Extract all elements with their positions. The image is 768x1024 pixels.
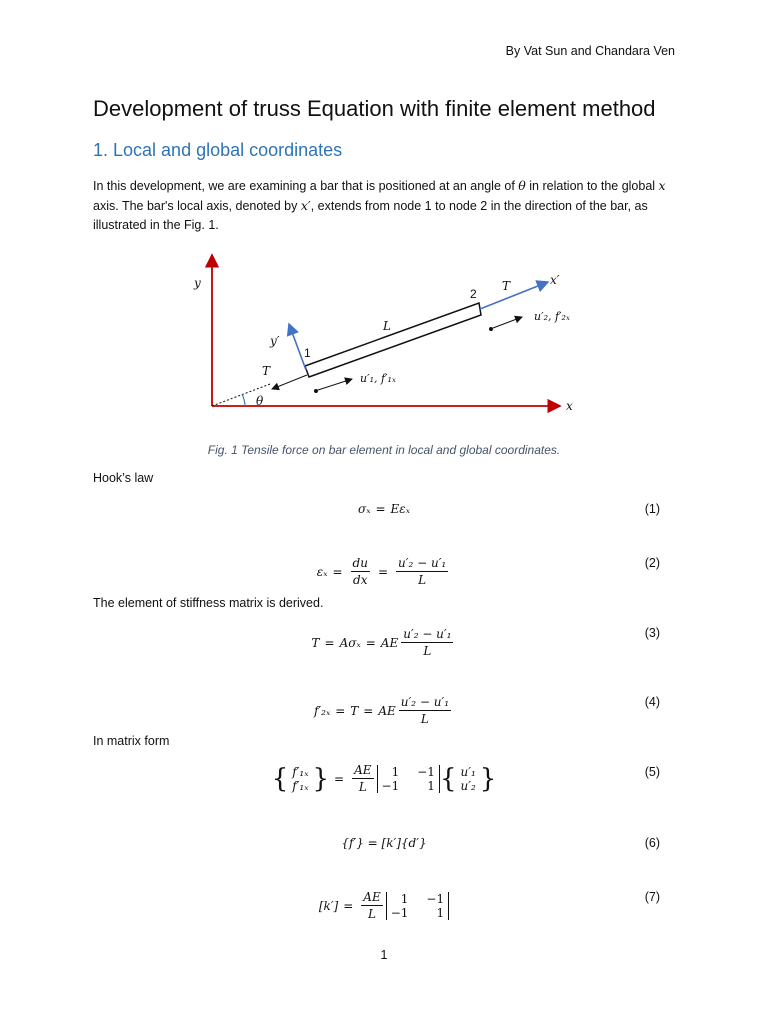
matrix-entry: 1 <box>436 905 445 920</box>
denominator: L <box>423 644 432 658</box>
eq-term: f′₂ₓ <box>313 703 331 718</box>
label-yprime: y′ <box>270 334 280 348</box>
eq-sign: = <box>332 564 343 579</box>
label-xprime: x′ <box>550 273 560 287</box>
numerator: u′₂ − u′₁ <box>400 695 450 709</box>
fraction <box>361 890 382 921</box>
vector-entry: u′₁ <box>460 764 476 779</box>
eq-term: T <box>311 635 320 650</box>
denominator: L <box>368 907 376 921</box>
equation-number-4: (4) <box>644 695 660 709</box>
eq-term: εₓ <box>316 564 328 579</box>
eq-term: AE <box>378 703 396 718</box>
brace-close: } <box>312 763 330 794</box>
eq-term: [k′] <box>318 898 339 913</box>
label-theta: θ <box>256 394 264 408</box>
label-node-2: 2 <box>470 287 477 301</box>
text: axis. The bar's local axis, denoted by <box>93 199 301 213</box>
page-header-authors: By Vat Sun and Chandara Ven <box>505 44 675 58</box>
eq-sign: = <box>377 564 389 579</box>
local-x-axis <box>480 282 548 309</box>
vector-entry: f′₁ₓ <box>292 778 309 793</box>
eq-sign: = <box>324 635 335 650</box>
text: In this development, we are examining a bar that is positioned at an angle of <box>93 179 519 193</box>
eq-term: Aσₓ <box>339 635 361 650</box>
brace-open: { <box>271 763 289 794</box>
numerator: u′₂ − u′₁ <box>398 556 447 570</box>
eq-sign: = <box>343 898 354 913</box>
hooks-law-label: Hook’s law <box>93 471 154 485</box>
equation-number-5: (5) <box>644 765 660 779</box>
node-2-point <box>489 327 493 331</box>
fraction <box>352 763 373 794</box>
text: , extends from node 1 to node 2 in the direction of the bar, as illustrated in the Fig. 1. <box>93 199 648 232</box>
eq-term: AE <box>380 635 399 650</box>
stiffness-matrix <box>386 892 449 920</box>
label-L: L <box>383 319 391 333</box>
brace-open: { <box>439 763 457 794</box>
text: in relation to the global <box>525 179 659 193</box>
figure-caption: Fig. 1 Tensile force on bar element in local and global coordinates. <box>207 443 561 457</box>
truss-figure <box>0 0 768 440</box>
section-heading: 1. Local and global coordinates <box>93 140 343 160</box>
label-u2-f2x: u′₂, f′₂ₓ <box>534 310 570 323</box>
fraction <box>399 695 451 726</box>
label-T1: T <box>262 364 271 378</box>
numerator: AE <box>363 890 381 904</box>
numerator: du <box>352 556 368 570</box>
eq-term: σₓ <box>358 502 371 516</box>
numerator: u′₂ − u′₁ <box>403 627 452 641</box>
label-x: x <box>566 399 573 413</box>
brace-close: } <box>479 763 497 794</box>
stiffness-text: The element of stiffness matrix is derived. <box>93 596 324 610</box>
math-xprime: x′ <box>300 198 311 213</box>
document-title: Development of truss Equation with finite element method <box>93 96 656 121</box>
denominator: dx <box>353 573 368 587</box>
angle-arc <box>242 394 245 406</box>
eq-sign: = <box>334 771 345 786</box>
force-vector <box>288 765 312 793</box>
displacement-arrow-2 <box>493 317 522 328</box>
displacement-vector <box>456 765 479 793</box>
matrix-entry: −1 <box>390 905 409 920</box>
label-y: y <box>194 276 201 290</box>
equation-number-7: (7) <box>644 890 660 904</box>
eq-term: Eεₓ <box>390 502 410 516</box>
numerator: AE <box>354 763 372 777</box>
fraction <box>351 556 370 587</box>
equation-number-2: (2) <box>644 556 660 570</box>
matrix-form-text: In matrix form <box>93 734 170 748</box>
label-node-1: 1 <box>304 346 311 360</box>
equation-number-3: (3) <box>644 626 660 640</box>
eq-term: {f′} = [k′]{d′} <box>341 836 427 850</box>
denominator: L <box>420 712 429 726</box>
equation-number-1: (1) <box>644 502 660 516</box>
eq-sign: = <box>363 703 374 718</box>
eq-sign: = <box>365 635 376 650</box>
stiffness-matrix <box>377 765 440 793</box>
label-T2: T <box>502 279 511 293</box>
bar-element <box>305 303 481 377</box>
denominator: L <box>358 780 367 794</box>
matrix-entry: 1 <box>427 778 435 793</box>
matrix-entry: −1 <box>417 764 435 779</box>
vector-entry: f′₁ₓ <box>292 764 309 779</box>
vector-entry: u′₂ <box>460 778 476 793</box>
matrix-entry: −1 <box>381 778 400 793</box>
equation-number-6: (6) <box>644 836 660 850</box>
fraction <box>401 627 453 658</box>
math-x: x <box>658 178 666 193</box>
matrix-entry: 1 <box>400 891 409 906</box>
matrix-entry: 1 <box>391 764 400 779</box>
fraction <box>396 556 448 587</box>
matrix-entry: −1 <box>426 891 445 906</box>
tension-arrow-1 <box>272 375 307 389</box>
eq-sign: = <box>375 502 386 516</box>
denominator: L <box>418 573 427 587</box>
eq-sign: = <box>335 703 346 718</box>
page-number: 1 <box>380 948 388 962</box>
displacement-arrow-1 <box>318 379 352 390</box>
eq-term: T <box>350 703 359 718</box>
label-u1-f1x: u′₁, f′₁ₓ <box>360 372 396 385</box>
node-1-point <box>314 389 318 393</box>
math-theta: θ <box>518 178 526 193</box>
